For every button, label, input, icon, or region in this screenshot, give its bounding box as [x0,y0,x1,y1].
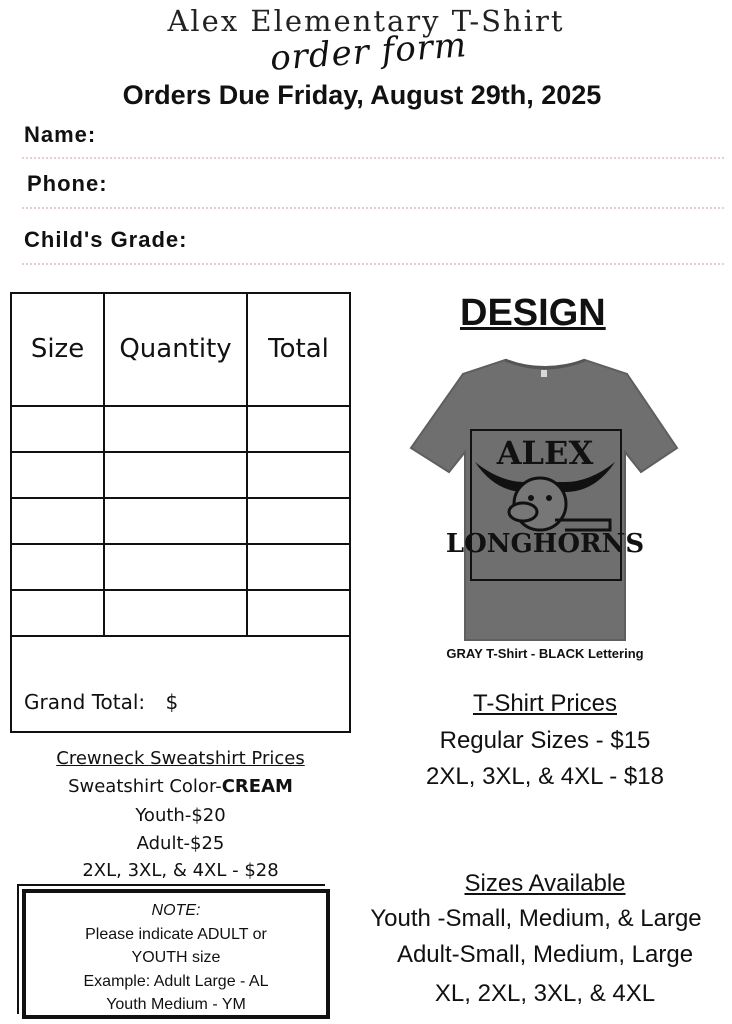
note-line: YOUTH size [131,949,221,966]
sweatshirt-heading: Crewneck Sweatshirt Prices [56,748,305,769]
sweatshirt-price-xl: 2XL, 3XL, & 4XL - $28 [82,860,279,881]
tshirt-image [405,352,685,644]
note-line: Example: Adult Large - AL [83,972,269,990]
sizes-heading: Sizes Available [464,870,626,897]
tshirt-price-regular: Regular Sizes - $15 [439,727,651,754]
sizes-adult: Adult-Small, Medium, Large [396,941,694,968]
shirt-text-top: ALEX [496,434,594,472]
sweatshirt-price-adult: Adult-$25 [136,833,225,854]
col-quantity: Quantity [119,334,232,364]
due-date: Orders Due Friday, August 29th, 2025 [122,80,602,110]
grand-total-label: Grand Total: [24,690,146,714]
note-line: Youth Medium - YM [106,996,246,1013]
grand-total-currency: $ [165,690,179,714]
note-line: Please indicate ADULT or [85,925,267,943]
sweatshirt-price-youth: Youth-$20 [135,805,226,826]
name-label: Name: [24,122,97,147]
form-title: Alex Elementary T-Shirt [167,4,565,38]
grand-total [24,690,178,714]
note-title: NOTE: [151,902,201,919]
design-heading: DESIGN [460,292,606,334]
shirt-text-bottom: LONGHORNS [445,529,645,559]
col-total: Total [268,334,329,364]
form-subtitle: order form [268,25,469,79]
design-caption: GRAY T-Shirt - BLACK Lettering [446,646,644,661]
tshirt-prices-heading: T-Shirt Prices [472,690,618,717]
phone-line[interactable] [22,207,724,209]
note-box [22,889,330,1019]
grade-label: Child's Grade: [24,227,188,252]
col-size: Size [30,334,85,364]
sizes-youth: Youth -Small, Medium, & Large [370,905,702,932]
sizes-xl: XL, 2XL, 3XL, & 4XL [434,980,656,1007]
tshirt-price-xl: 2XL, 3XL, & 4XL - $18 [426,763,664,790]
name-line[interactable] [22,157,724,159]
phone-label: Phone: [27,171,108,196]
grade-line[interactable] [22,263,724,265]
order-table [10,292,351,733]
sweatshirt-color: Sweatshirt Color-CREAM [68,776,293,797]
